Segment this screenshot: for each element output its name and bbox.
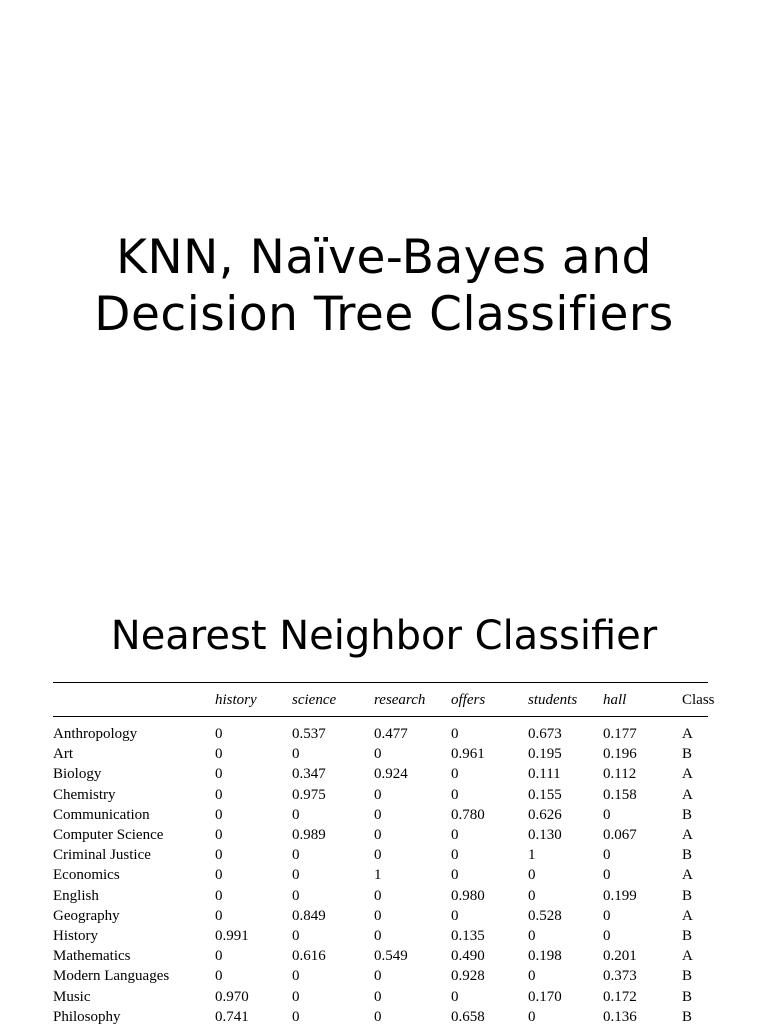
section-heading: Nearest Neighbor Classifier	[110, 613, 658, 659]
table-cell: 0	[215, 746, 223, 763]
table-cell: 0.347	[292, 766, 326, 783]
table-cell: 0	[215, 847, 223, 864]
table-cell: B	[682, 988, 693, 1005]
table-cell: 0	[451, 847, 459, 864]
column-header-hall: hall	[603, 692, 627, 708]
table-cell: 0	[374, 827, 382, 843]
table-cell: 0.658	[451, 1008, 485, 1025]
table-cell: 0.989	[292, 827, 326, 843]
table-cell: A	[682, 786, 693, 803]
table-cell: 0.928	[451, 968, 485, 985]
table-cell: 0	[215, 867, 223, 884]
row-label: Modern Languages	[53, 968, 170, 985]
table-row	[0, 987, 768, 1007]
row-label: Anthropology	[53, 726, 138, 742]
table-cell: 0	[292, 806, 300, 823]
table-cell: 0.199	[603, 887, 637, 904]
table-cell: 0.537	[292, 726, 326, 742]
table-cell: 0.970	[215, 988, 249, 1005]
column-header-offers: offers	[451, 692, 486, 708]
column-header-class: Class	[682, 692, 715, 708]
table-cell: 0.961	[451, 746, 485, 763]
table-cell: B	[682, 887, 693, 904]
table-cell: 0	[215, 968, 223, 985]
table-cell: 0.626	[528, 806, 562, 823]
table-cell: 0	[215, 887, 223, 904]
table-cell: 0	[451, 988, 459, 1005]
table-cell: 0.528	[528, 907, 562, 924]
table-cell: 0	[292, 887, 300, 904]
table-cell: 0.172	[603, 988, 637, 1005]
table-cell: 0	[292, 746, 300, 763]
table-row	[0, 785, 768, 805]
table-row	[0, 764, 768, 784]
table-cell: 1	[374, 867, 382, 884]
table-cell: 0	[528, 867, 536, 884]
table-cell: 0.112	[603, 766, 637, 783]
table-cell: 0.111	[528, 766, 561, 783]
table-cell: 0	[528, 1008, 536, 1025]
table-cell: 0.673	[528, 726, 562, 742]
table-row	[0, 926, 768, 946]
table-cell: 0.991	[215, 928, 249, 944]
table-header-rule	[53, 716, 708, 717]
row-label: History	[53, 928, 98, 944]
row-label: Chemistry	[53, 786, 116, 803]
row-label: Economics	[53, 867, 120, 884]
table-cell: 0	[603, 928, 611, 944]
table-row	[0, 886, 768, 906]
table-cell: 0	[374, 907, 382, 924]
table-cell: 0.136	[603, 1008, 637, 1025]
table-cell: 0.373	[603, 968, 637, 985]
table-row	[0, 825, 768, 845]
table-row	[0, 805, 768, 825]
row-label: Music	[53, 988, 91, 1005]
table-cell: 0	[451, 786, 459, 803]
table-cell: 0.067	[603, 827, 637, 843]
table-cell: 0.741	[215, 1008, 249, 1025]
table-cell: 0	[374, 988, 382, 1005]
row-label: Communication	[53, 806, 150, 823]
table-cell: B	[682, 928, 693, 944]
table-cell: 0	[292, 988, 300, 1005]
table-cell: A	[682, 907, 693, 924]
table-cell: 0.155	[528, 786, 562, 803]
table-cell: 0.780	[451, 806, 485, 823]
table-cell: 0	[451, 907, 459, 924]
table-row	[0, 744, 768, 764]
table-cell: 0.980	[451, 887, 485, 904]
table-cell: 0.616	[292, 948, 326, 965]
table-cell: 0.975	[292, 786, 326, 803]
table-cell: 0	[215, 726, 223, 742]
table-cell: A	[682, 948, 693, 965]
table-cell: 0	[603, 806, 611, 823]
table-body	[0, 724, 768, 1024]
column-header-students: students	[528, 692, 578, 708]
table-row	[0, 906, 768, 926]
table-cell: 0	[374, 847, 382, 864]
table-cell: 0.924	[374, 766, 408, 783]
column-header-research: research	[374, 692, 426, 708]
table-row	[0, 724, 768, 744]
table-cell: 0	[374, 1008, 382, 1025]
table-cell: 0.177	[603, 726, 637, 742]
table-cell: B	[682, 1008, 693, 1025]
table-cell: 0.196	[603, 746, 637, 763]
table-cell: 0.195	[528, 746, 562, 763]
table-cell: 0	[292, 1008, 300, 1025]
table-cell: A	[682, 867, 693, 884]
table-cell: 0	[215, 827, 223, 843]
table-cell: B	[682, 847, 693, 864]
row-label: Criminal Justice	[53, 847, 151, 864]
row-label: Biology	[53, 766, 102, 783]
table-cell: 0	[374, 746, 382, 763]
table-cell: 0	[603, 907, 611, 924]
slide-title-line-1: KNN, Naïve-Bayes and	[116, 230, 652, 285]
table-cell: 0	[451, 867, 459, 884]
table-cell: B	[682, 746, 693, 763]
table-cell: 0.158	[603, 786, 637, 803]
row-label: Computer Science	[53, 827, 164, 843]
table-cell: 0.170	[528, 988, 562, 1005]
table-row	[0, 946, 768, 966]
table-row	[0, 865, 768, 885]
table-cell: 0	[292, 928, 300, 944]
row-label: Philosophy	[53, 1008, 121, 1025]
table-row	[0, 966, 768, 986]
table-cell: 0	[215, 766, 223, 783]
table-cell: 0	[374, 968, 382, 985]
table-cell: B	[682, 806, 693, 823]
table-cell: B	[682, 968, 693, 985]
table-cell: 0	[374, 928, 382, 944]
table-cell: 0	[215, 786, 223, 803]
table-cell: 0.549	[374, 948, 408, 965]
row-label: Art	[53, 746, 73, 763]
table-cell: 0	[215, 907, 223, 924]
row-label: Mathematics	[53, 948, 131, 965]
table-cell: 0	[451, 827, 459, 843]
table-cell: 0.130	[528, 827, 562, 843]
table-cell: 0.477	[374, 726, 408, 742]
table-cell: 0	[292, 968, 300, 985]
column-header-science: science	[292, 692, 337, 708]
slide-title-line-2: Decision Tree Classifiers	[94, 287, 674, 342]
table-cell: 0	[374, 786, 382, 803]
table-cell: 1	[528, 847, 536, 864]
table-cell: 0	[528, 968, 536, 985]
table-cell: 0	[603, 867, 611, 884]
table-top-rule	[53, 682, 708, 683]
table-cell: 0.198	[528, 948, 562, 965]
column-header-history: history	[215, 692, 257, 708]
table-cell: 0	[528, 928, 536, 944]
table-cell: A	[682, 827, 693, 843]
table-cell: 0.490	[451, 948, 485, 965]
row-label: English	[53, 887, 99, 904]
table-cell: A	[682, 766, 693, 783]
table-cell: 0.135	[451, 928, 485, 944]
table-cell: A	[682, 726, 693, 742]
table-cell: 0	[292, 867, 300, 884]
table-cell: 0	[603, 847, 611, 864]
table-cell: 0.849	[292, 907, 326, 924]
table-row	[0, 845, 768, 865]
table-cell: 0	[215, 806, 223, 823]
table-cell: 0	[528, 887, 536, 904]
table-cell: 0.201	[603, 948, 637, 965]
table-cell: 0	[292, 847, 300, 864]
table-cell: 0	[374, 887, 382, 904]
table-cell: 0	[215, 948, 223, 965]
row-label: Geography	[53, 907, 120, 924]
table-cell: 0	[451, 766, 459, 783]
table-cell: 0	[451, 726, 459, 742]
table-cell: 0	[374, 806, 382, 823]
